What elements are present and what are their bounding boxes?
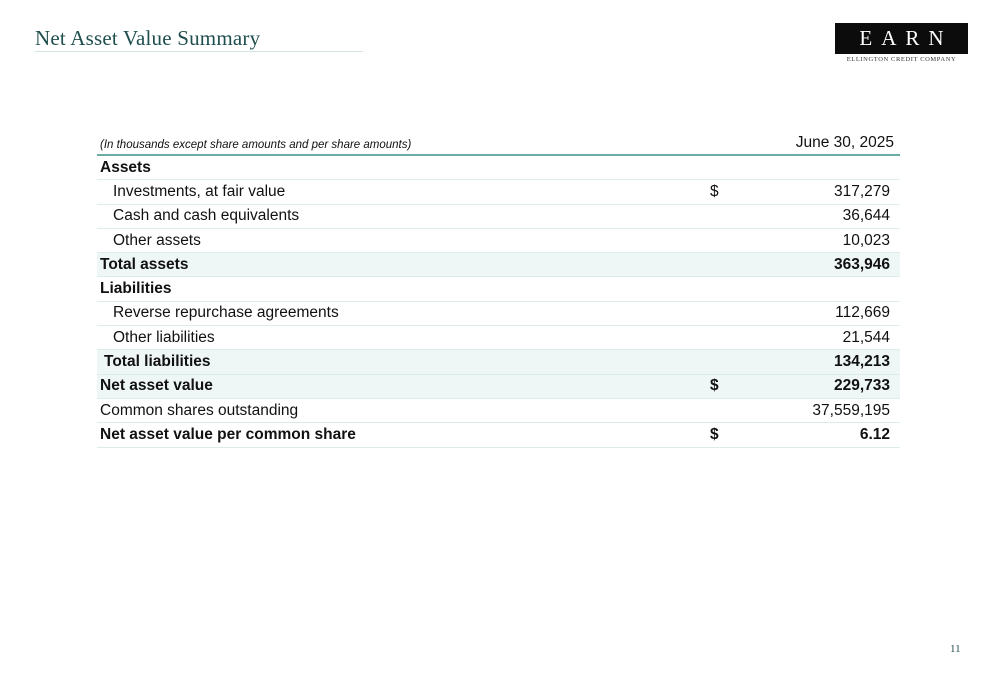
section-assets [97, 156, 900, 180]
row-label: Assets [100, 158, 151, 176]
nav-summary-table [97, 132, 900, 448]
row-label: Other liabilities [113, 328, 215, 346]
row-value: 112,669 [835, 304, 890, 322]
page-title: Net Asset Value Summary [35, 26, 261, 50]
row-label: Reverse repurchase agreements [113, 304, 339, 322]
row-value: 229,733 [833, 377, 890, 395]
row-label: Net asset value per common share [100, 425, 356, 443]
row-other-liabilities [97, 326, 900, 350]
row-label: Cash and cash equivalents [113, 207, 300, 225]
units-note: (In thousands except share amounts and per share amounts) [100, 139, 412, 151]
row-label: Liabilities [100, 280, 172, 298]
row-label: Total assets [100, 255, 189, 273]
row-value: 317,279 [833, 182, 890, 200]
row-label: Investments, at fair value [113, 182, 286, 200]
row-other-assets [97, 229, 900, 253]
row-shares-outstanding [97, 399, 900, 423]
row-value: 363,946 [833, 255, 890, 273]
logo-wordmark: EARN [835, 23, 968, 54]
title-underline [35, 51, 363, 52]
section-liabilities [97, 277, 900, 301]
row-value: 37,559,195 [812, 401, 890, 419]
currency-symbol: $ [710, 377, 719, 395]
logo-subtitle: ELLINGTON CREDIT COMPANY [846, 56, 957, 63]
row-label: Other assets [113, 231, 201, 249]
company-logo [835, 23, 968, 63]
row-value: 6.12 [859, 425, 890, 443]
row-total-assets [97, 253, 900, 277]
currency-symbol: $ [710, 182, 719, 200]
row-label: Net asset value [100, 377, 213, 395]
row-label: Common shares outstanding [100, 401, 299, 419]
row-investments [97, 180, 900, 204]
row-cash [97, 205, 900, 229]
row-value: 10,023 [842, 231, 890, 249]
table-header [97, 132, 900, 156]
row-nav-per-share [97, 423, 900, 447]
row-value: 134,213 [833, 353, 890, 371]
row-total-liabilities [97, 350, 900, 374]
period-header: June 30, 2025 [795, 134, 894, 151]
page-number: 11 [950, 643, 961, 655]
row-net-asset-value [97, 375, 900, 399]
row-label: Total liabilities [104, 353, 211, 371]
row-value: 36,644 [842, 207, 890, 225]
row-value: 21,544 [842, 328, 890, 346]
currency-symbol: $ [710, 425, 719, 443]
row-repo [97, 302, 900, 326]
